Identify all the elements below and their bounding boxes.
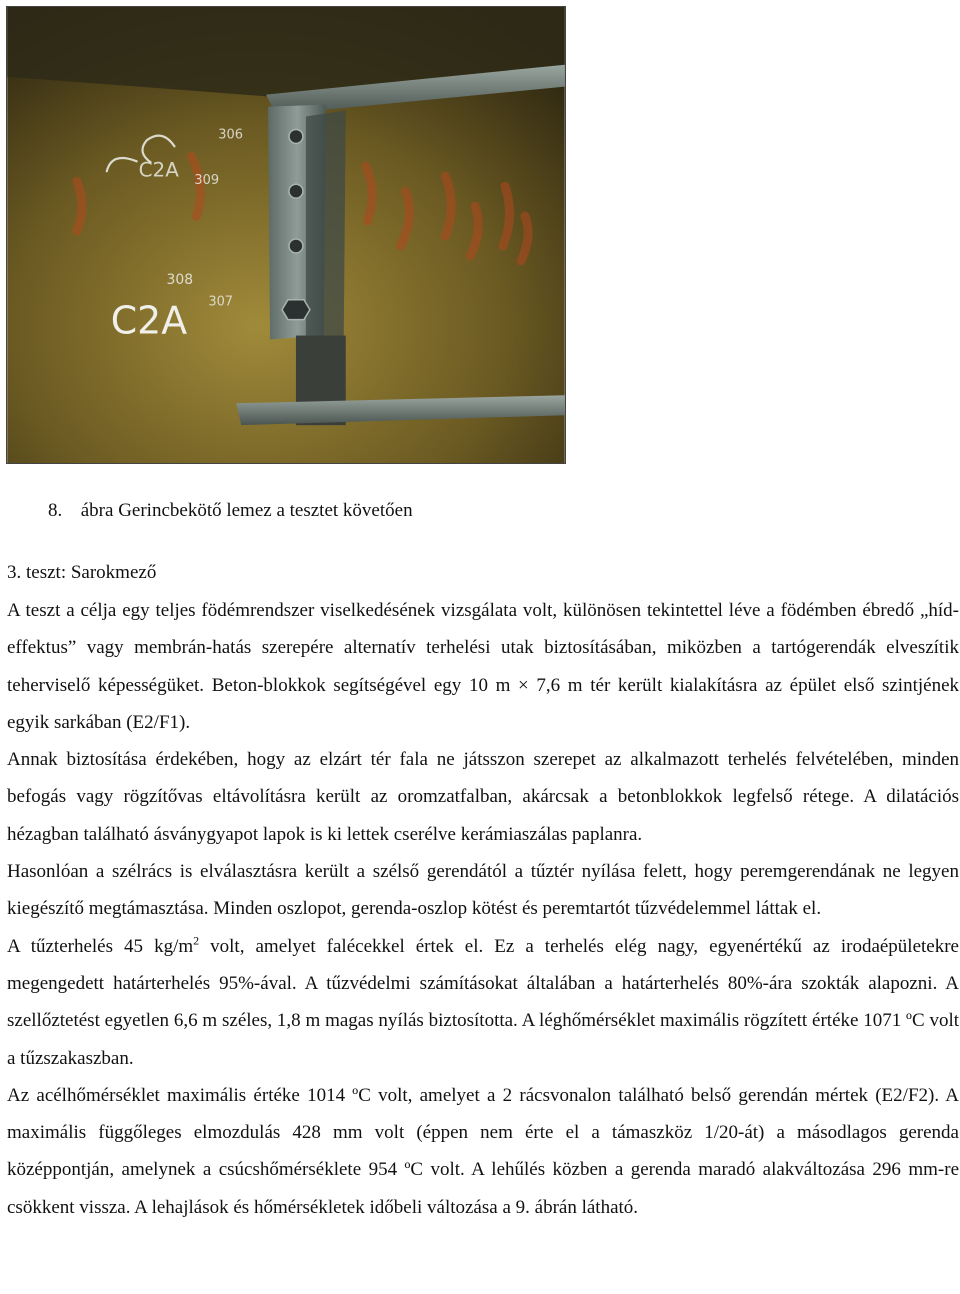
chalk-label-c2a-upper: C2A [138,158,179,182]
figure-photo [6,6,566,464]
paragraph: A teszt a célja egy teljes födémrendszer viselkedésének vizsgálata volt, különösen tekintettel léve a födémben ébredő „híd-effektus” vagy membrán-hatás szerepére alternatív terhelési utak biztosításában, miközben a tartógerendák elveszítik teherviselő képességüket. Beton-blokkok segítségével egy 10 m × 7,6 m tér került kialakításra az épület első szintjének egyik sarkában (E2/F1). [7,600,959,733]
section-heading: 3. teszt: Sarokmező [7,562,157,583]
chalk-label-307: 307 [208,294,234,310]
caption-text: ábra Gerincbekötő lemez a tesztet követően [80,500,413,521]
chalk-label-306: 306 [218,127,244,143]
chalk-label-308: 308 [166,271,194,288]
paragraph: Annak biztosítása érdekében, hogy az elzárt tér fala ne játsszon szerepet az alkalmazott terhelés felvételében, minden befogás vagy rögzítővas eltávolításra került az oromzatfalban, akárcsak a betonblokkok legfelső rétege. A dilatációs hézagban található ásványgyapot lapok is ki lettek cserélve kerámiaszálas paplanra. [7,749,959,845]
figure-caption [48,498,413,524]
paragraph: Az acélhőmérséklet maximális értéke 1014 ºC volt, amelyet a 2 rácsvonalon található belső gerendán mértek (E2/F2). A maximális függőleges elmozdulás 428 mm volt (éppen nem érte el a támaszköz 1/20-át) a másodlagos gerenda középpontján, amelynek a csúcshőmérséklete 954 ºC volt. A lehűlés közben a gerenda maradó alakváltozása 296 mm-re csökkent vissza. A lehajlások és hőmérsékletek időbeli változása a 9. ábrán látható. [7,1084,959,1218]
paragraph: Hasonlóan a szélrács is elválasztásra került a szélső gerendától a tűztér nyílása felett, hogy peremgerendának ne legyen kiegészítő megtámasztása. Minden oszlopot, gerenda-oszlop kötést és peremtartót tűzvédelemmel láttak el. [7,861,959,920]
fire-load-text-rest: volt, amelyet falécekkel értek el. Ez a terhelés elég nagy, egyenértékű az irodaépületekre megengedett határterhelés 95%-ával. A tűzvédelmi számításokat általában a határterhelés 80%-ára szokták alapozni. A szellőztetést egyetlen 6,6 m széles, 1,8 m magas nyílás biztosította. A léghőmérséklet maximális rögzített értéke 1071 ºC volt a tűzszakaszban. [7,935,959,1069]
chalk-label-309: 309 [194,173,220,189]
caption-number: 8. [48,500,63,521]
body-text [7,592,959,1226]
fire-load-text: A tűzterhelés 45 kg/m [7,935,194,957]
chalk-label-c2a-lower: C2A [110,298,188,343]
superscript: 2 [193,933,200,948]
paragraph-fire-load [7,928,959,1077]
